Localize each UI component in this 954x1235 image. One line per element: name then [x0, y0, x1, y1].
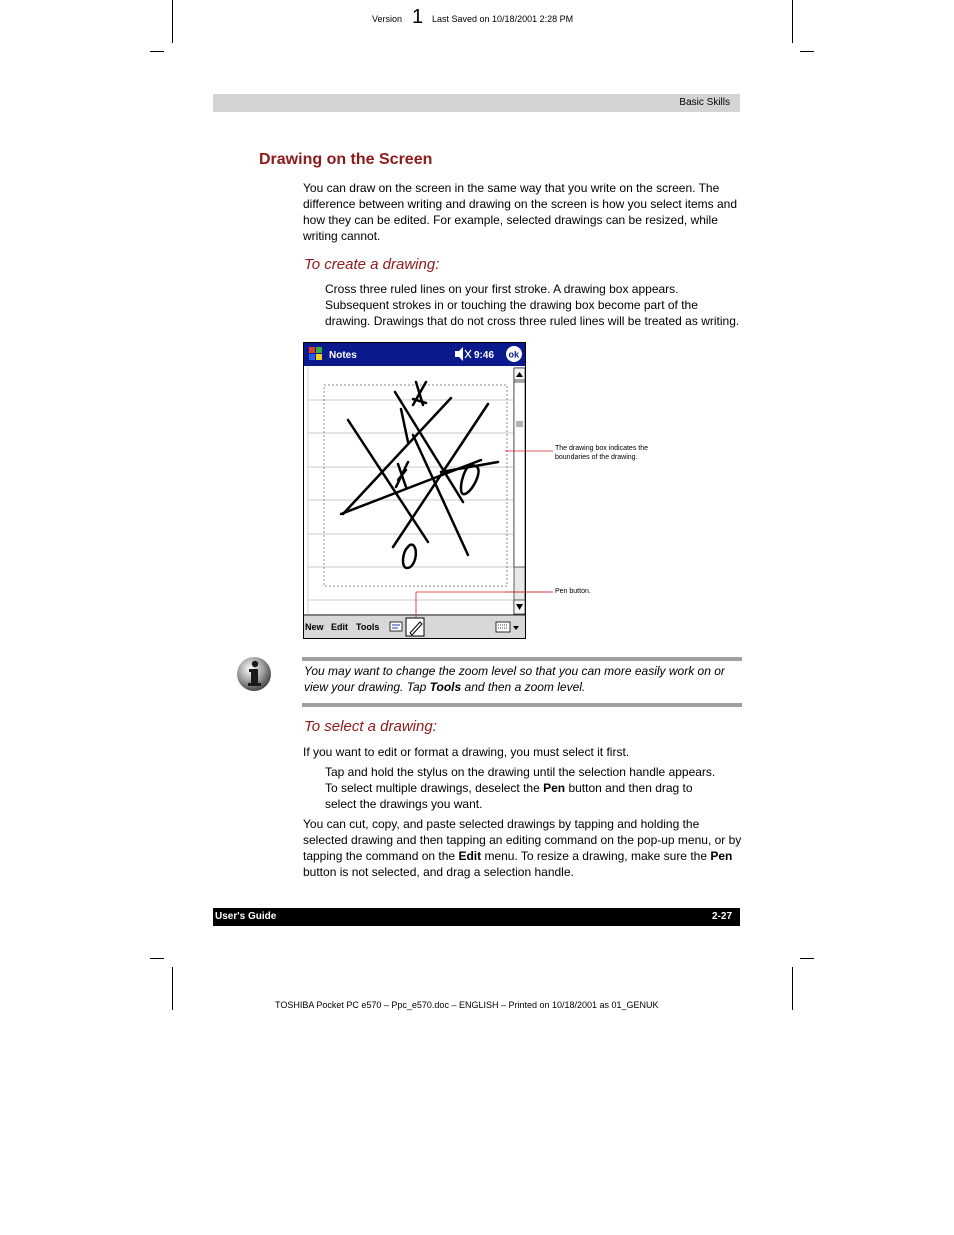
crop-mark	[800, 958, 814, 959]
crop-mark	[792, 0, 793, 43]
crop-mark	[800, 51, 814, 52]
page-number: 2-27	[711, 911, 732, 922]
app-title: Notes	[329, 350, 357, 361]
select-lead: If you want to edit or format a drawing, you must select it first.	[303, 745, 630, 759]
note-text: You may want to change the zoom level so that you can more easily work on or view your drawing. Tap Tools and then a zoom level.	[304, 664, 725, 694]
footer-left: User's Guide	[215, 911, 277, 922]
menu-new: New	[305, 622, 324, 632]
section-header-bar	[213, 94, 740, 112]
pen-button-icon	[406, 618, 424, 636]
menu-tools: Tools	[356, 622, 380, 632]
version-number: 1	[412, 6, 424, 28]
last-saved: Last Saved on 10/18/2001 2:28 PM	[432, 14, 574, 24]
version-label: Version	[372, 14, 403, 24]
select-heading: To select a drawing:	[304, 718, 437, 735]
crop-mark	[792, 967, 793, 1010]
intro-paragraph: You can draw on the screen in the same way that you write on the screen. The difference between writing and drawing on the screen is how you select items and how they can be edited. For example, selected drawings can be resized, while writing cannot.	[303, 181, 738, 243]
crop-mark	[172, 0, 173, 43]
crop-mark	[172, 967, 173, 1010]
clock: 9:46	[474, 350, 495, 361]
create-heading: To create a drawing:	[304, 256, 440, 273]
drawing-box-callout: The drawing box indicates the boundaries of the drawing.	[555, 445, 648, 461]
create-step: Cross three ruled lines on your first stroke. A drawing box appears. Subsequent strokes in or touching the drawing box become part of the drawing. Drawings that do not cross three ruled lines will be treated as writing.	[325, 282, 740, 328]
crop-mark	[150, 51, 164, 52]
menu-edit: Edit	[331, 622, 348, 632]
callout-lines	[505, 440, 565, 610]
recording-icon	[390, 622, 402, 631]
select-paragraph: You can cut, copy, and paste selected drawings by tapping and holding the selected drawing and then tapping an editing command on the pop-up menu, or by tapping the command on the Edit menu. To resize a drawing, make sure the Pen button is not selected, and drag a selection handle.	[303, 817, 742, 879]
select-step: Tap and hold the stylus on the drawing until the selection handle appears. To select multiple drawings, deselect the Pen button and then drag to select the drawings you want.	[325, 765, 716, 811]
section-title: Drawing on the Screen	[259, 151, 433, 168]
crop-mark	[150, 958, 164, 959]
info-icon	[236, 656, 272, 692]
note-box	[302, 657, 742, 707]
footer-bar	[213, 908, 740, 926]
pen-button-callout: Pen button.	[555, 588, 591, 595]
print-line: TOSHIBA Pocket PC e570 – Ppc_e570.doc – ENGLISH – Printed on 10/18/2001 as 01_GENUK	[275, 1000, 659, 1010]
ok-label: ok	[508, 349, 520, 360]
section-name: Basic Skills	[679, 97, 730, 108]
pen-callout-line	[413, 590, 553, 620]
